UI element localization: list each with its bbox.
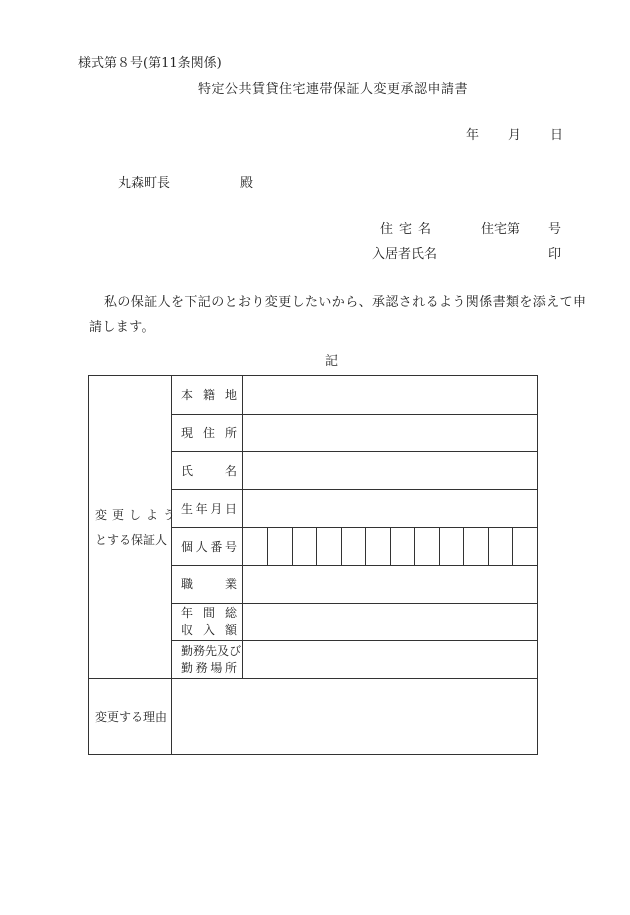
row-label-name: 氏 名 <box>181 464 237 478</box>
body-text-line-1: 私の保証人を下記のとおり変更したいから、承認されるよう関係書類を添えて申 <box>104 295 587 310</box>
row-divider <box>171 451 537 452</box>
record-heading: 記 <box>325 354 339 369</box>
row-label-annual-income-2: 収 入 額 <box>181 623 237 637</box>
reason-divider <box>89 678 537 679</box>
row-label-birth-date: 生 年 月 日 <box>181 502 237 516</box>
date-day: 日 <box>550 128 564 143</box>
row-divider <box>171 640 537 641</box>
addressee-honorific: 殿 <box>240 176 254 191</box>
date-year: 年 <box>466 128 480 143</box>
guarantor-group-label: 変更しよう <box>95 508 181 522</box>
seal-mark: 印 <box>548 247 562 262</box>
date-line <box>466 124 563 143</box>
row-label-registered-domicile: 本 籍 地 <box>181 388 237 402</box>
date-month: 月 <box>508 128 522 143</box>
row-label-workplace: 勤 務 先 及 び <box>181 644 242 658</box>
row-divider <box>171 603 537 604</box>
guarantor-change-table <box>88 375 538 755</box>
resident-name-label: 入居者氏名 <box>372 247 438 262</box>
housing-name-label: 住宅名 <box>380 222 438 237</box>
row-divider <box>171 565 537 566</box>
housing-number-suffix: 号 <box>548 222 562 237</box>
row-divider <box>171 527 537 528</box>
row-divider <box>171 414 537 415</box>
row-label-current-address: 現 住 所 <box>181 426 237 440</box>
row-divider <box>171 489 537 490</box>
row-label-annual-income: 年 間 総 <box>181 606 237 620</box>
addressee-name: 丸森町長 <box>118 176 171 191</box>
row-label-workplace-2: 勤 務 場 所 <box>181 661 237 675</box>
reason-label: 変更する理由 <box>95 710 168 724</box>
row-label-occupation: 職 業 <box>181 577 237 591</box>
form-title: 特定公共賃貸住宅連帯保証人変更承認申請書 <box>198 82 469 97</box>
housing-number-label: 住宅第 <box>481 222 521 237</box>
form-number: 様式第８号(第11条関係) <box>78 56 222 71</box>
row-label-individual-number: 個 人 番 号 <box>181 540 237 554</box>
body-text-line-2: 請します。 <box>89 320 155 335</box>
guarantor-group-label-2: とする保証人 <box>95 533 168 547</box>
